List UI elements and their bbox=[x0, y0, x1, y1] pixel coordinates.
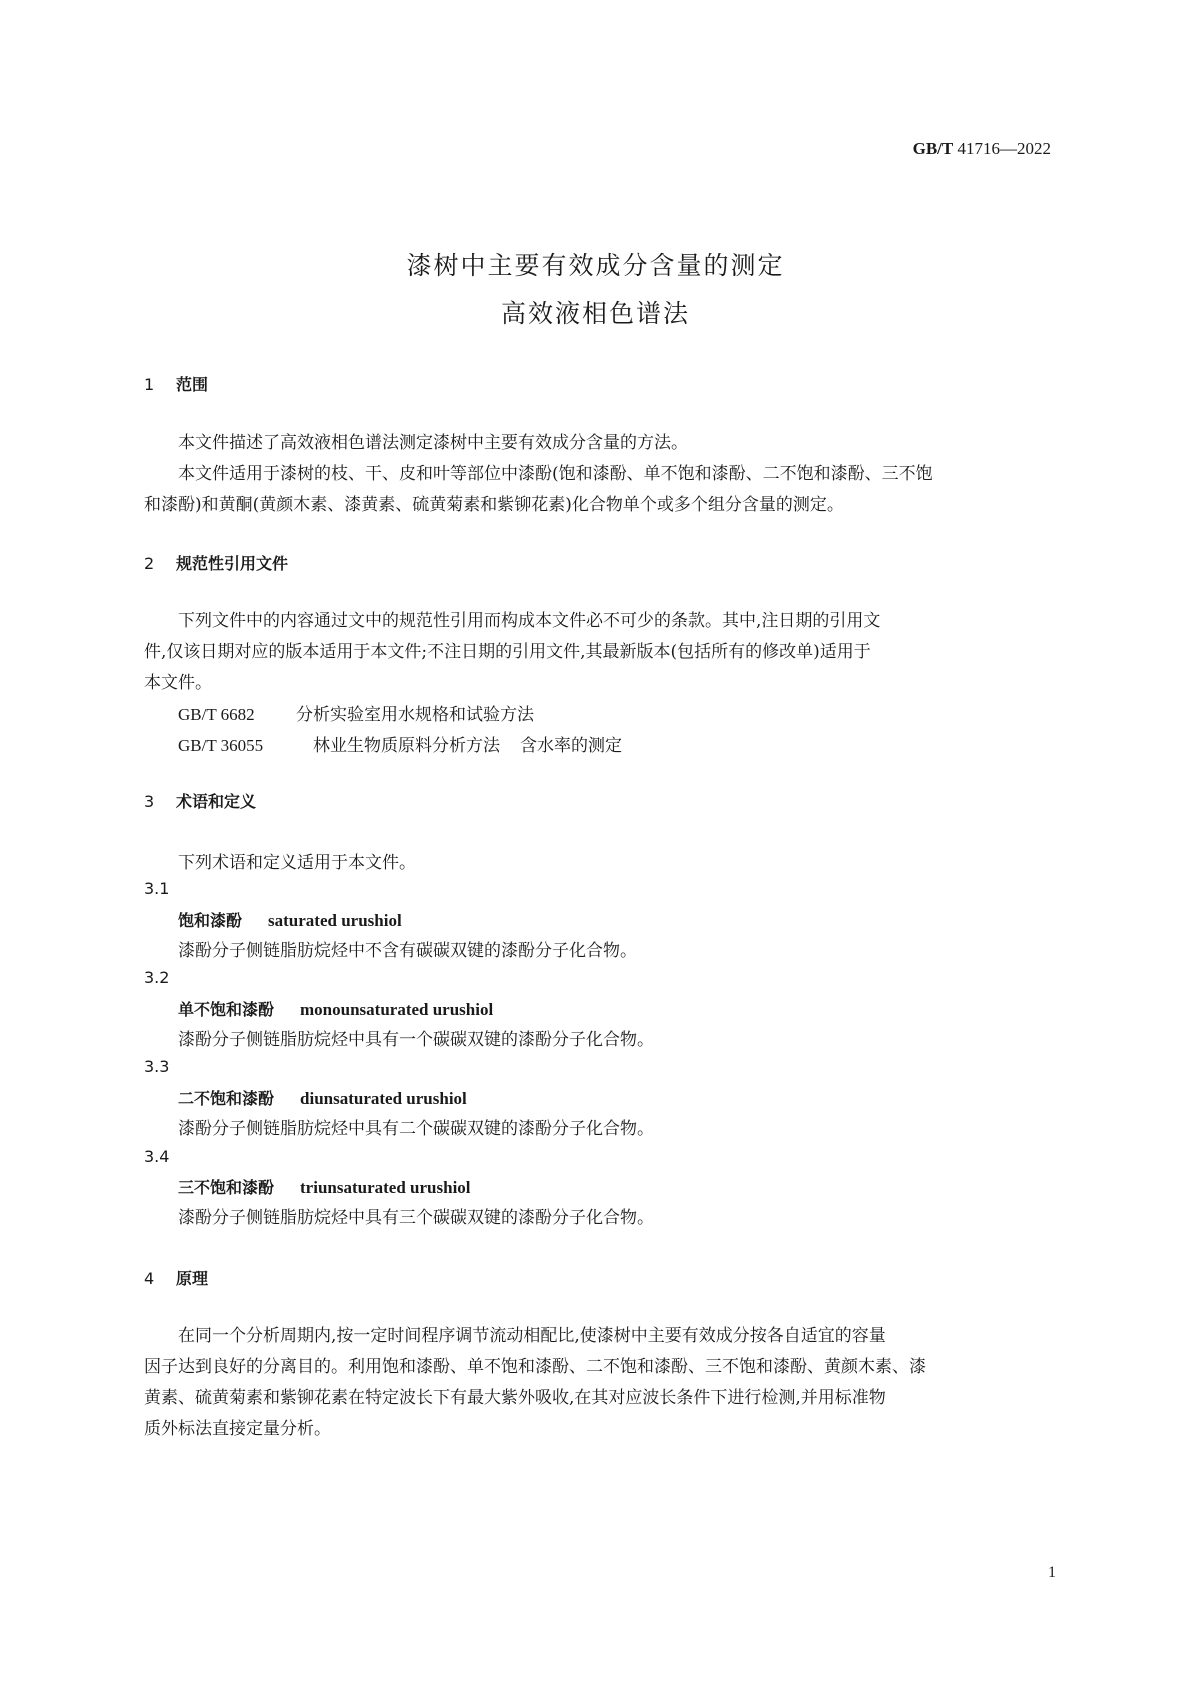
reference-title: 林业生物质原料分析方法 bbox=[313, 736, 500, 756]
paragraph-line: 在同一个分析周期内,按一定时间程序调节流动相配比,使漆树中主要有效成分按各自适宜的容量 bbox=[178, 1326, 886, 1346]
term-entry bbox=[178, 997, 493, 1020]
paragraph-line: 质外标法直接定量分析。 bbox=[144, 1419, 331, 1439]
term-definition: 漆酚分子侧链脂肪烷烃中不含有碳碳双键的漆酚分子化合物。 bbox=[178, 941, 637, 961]
term-number: 3.1 bbox=[144, 879, 170, 898]
page-number: 1 bbox=[1048, 1564, 1056, 1581]
standard-prefix: GB/T bbox=[912, 139, 954, 158]
term-en: monounsaturated urushiol bbox=[300, 1000, 494, 1019]
term-en: triunsaturated urushiol bbox=[300, 1178, 471, 1197]
term-entry bbox=[178, 908, 402, 931]
term-entry bbox=[178, 1175, 471, 1198]
reference-title: 分析实验室用水规格和试验方法 bbox=[296, 705, 534, 725]
section-heading-normative-references bbox=[144, 551, 288, 574]
normative-paragraph bbox=[144, 606, 1061, 699]
section-title: 原理 bbox=[176, 1269, 209, 1288]
term-zh: 二不饱和漆酚 bbox=[178, 1089, 275, 1108]
normative-reference bbox=[178, 700, 534, 725]
scope-paragraph bbox=[144, 428, 1061, 521]
section-title: 范围 bbox=[176, 375, 209, 394]
term-zh: 饱和漆酚 bbox=[178, 911, 243, 930]
term-zh: 单不饱和漆酚 bbox=[178, 1000, 275, 1019]
paragraph-line: 因子达到良好的分离目的。利用饱和漆酚、单不饱和漆酚、二不饱和漆酚、三不饱和漆酚、黄颜木素、漆 bbox=[144, 1357, 926, 1377]
term-definition: 漆酚分子侧链脂肪烷烃中具有三个碳碳双键的漆酚分子化合物。 bbox=[178, 1208, 654, 1228]
section-heading-principle bbox=[144, 1266, 208, 1289]
section-number: 4 bbox=[144, 1269, 155, 1288]
term-entry bbox=[178, 1086, 467, 1109]
section-heading-scope bbox=[144, 372, 208, 395]
section-number: 1 bbox=[144, 375, 155, 394]
reference-code: GB/T 36055 bbox=[178, 736, 264, 755]
term-number: 3.4 bbox=[144, 1147, 170, 1166]
term-en: saturated urushiol bbox=[268, 911, 402, 930]
term-definition: 漆酚分子侧链脂肪烷烃中具有一个碳碳双键的漆酚分子化合物。 bbox=[178, 1030, 654, 1050]
term-number: 3.2 bbox=[144, 968, 170, 987]
term-number: 3.3 bbox=[144, 1057, 170, 1076]
section-title: 规范性引用文件 bbox=[176, 554, 289, 573]
section-heading-terms bbox=[144, 789, 256, 812]
standard-number bbox=[913, 139, 1051, 159]
section-number: 2 bbox=[144, 554, 155, 573]
document-title: 漆树中主要有效成分含量的测定 bbox=[406, 251, 785, 280]
paragraph-line: 本文件适用于漆树的枝、干、皮和叶等部位中漆酚(饱和漆酚、单不饱和漆酚、二不饱和漆酚、三不饱 bbox=[178, 464, 933, 484]
section-title: 术语和定义 bbox=[176, 792, 257, 811]
terms-intro: 下列术语和定义适用于本文件。 bbox=[178, 853, 416, 873]
principle-paragraph bbox=[144, 1321, 1061, 1445]
paragraph-line: 件,仅该日期对应的版本适用于本文件;不注日期的引用文件,其最新版本(包括所有的修改单)适用于 bbox=[144, 642, 871, 662]
paragraph-line: 黄素、硫黄菊素和紫铆花素在特定波长下有最大紫外吸收,在其对应波长条件下进行检测,并用标准物 bbox=[144, 1388, 886, 1408]
term-definition: 漆酚分子侧链脂肪烷烃中具有二个碳碳双键的漆酚分子化合物。 bbox=[178, 1119, 654, 1139]
paragraph-line: 下列文件中的内容通过文中的规范性引用而构成本文件必不可少的条款。其中,注日期的引用文 bbox=[178, 611, 881, 631]
normative-reference bbox=[178, 731, 622, 756]
paragraph-line: 本文件。 bbox=[144, 673, 212, 693]
term-en: diunsaturated urushiol bbox=[300, 1089, 467, 1108]
paragraph-line: 本文件描述了高效液相色谱法测定漆树中主要有效成分含量的方法。 bbox=[178, 433, 688, 453]
reference-code: GB/T 6682 bbox=[178, 705, 255, 724]
document-subtitle: 高效液相色谱法 bbox=[500, 299, 690, 328]
paragraph-line: 和漆酚)和黄酮(黄颜木素、漆黄素、硫黄菊素和紫铆花素)化合物单个或多个组分含量的测定。 bbox=[144, 495, 844, 515]
term-zh: 三不饱和漆酚 bbox=[178, 1178, 275, 1197]
standard-code: 41716—2022 bbox=[957, 139, 1051, 158]
section-number: 3 bbox=[144, 792, 155, 811]
reference-subtitle: 含水率的测定 bbox=[520, 736, 622, 756]
